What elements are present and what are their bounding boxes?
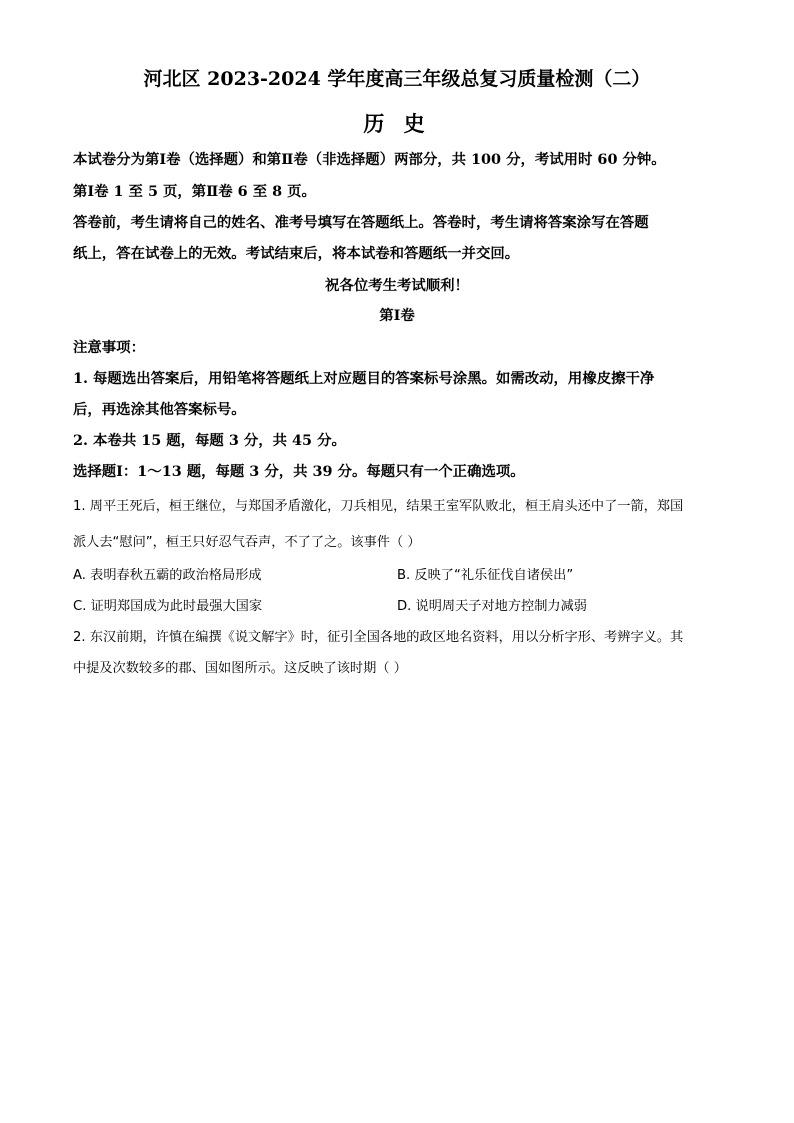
note-item-1-line-1: 1. 每题选出答案后，用铅笔将答题纸上对应题目的答案标号涂黑。如需改动，用橡皮擦干净 xyxy=(73,370,655,387)
question-1-option-b: B. 反映了“礼乐征伐自诸侯出” xyxy=(397,568,574,583)
subject-heading: 历 史 xyxy=(363,111,431,136)
question-1-option-d: D. 说明周天子对地方控制力减弱 xyxy=(397,599,587,614)
question-1-line-2: 派人去“慰问”，桓王只好忍气吞声，不了了之。该事件（ ） xyxy=(73,535,421,550)
question-1-option-c: C. 证明郑国成为此时最强大国家 xyxy=(73,599,263,614)
choice-part-intro: 选择题Ⅰ：1～13 题，每题 3 分，共 39 分。每题只有一个正确选项。 xyxy=(73,463,525,480)
instruction-line-3: 答卷前，考生请将自己的姓名、准考号填写在答题纸上。答卷时，考生请将答案涂写在答题 xyxy=(73,214,649,231)
question-1-option-a: A. 表明春秋五霸的政治格局形成 xyxy=(73,568,262,583)
notes-heading: 注意事项： xyxy=(73,339,145,356)
question-2-line-1: 2. 东汉前期，许慎在编撰《说文解字》时，征引全国各地的政区地名资料，用以分析字形、考辨字义。其 xyxy=(73,630,684,645)
question-2-line-2: 中提及次数较多的郡、国如图所示。这反映了该时期（ ） xyxy=(73,661,407,676)
instruction-line-4: 纸上，答在试卷上的无效。考试结束后，将本试卷和答题纸一并交回。 xyxy=(73,245,520,262)
question-1-line-1: 1. 周平王死后，桓王继位，与郑国矛盾激化，刀兵相见，结果王室军队败北，桓王肩头还中了一箭，郑国 xyxy=(73,499,684,514)
note-item-2: 2. 本卷共 15 题，每题 3 分，共 45 分。 xyxy=(73,432,346,449)
good-luck-wish: 祝各位考生考试顺利！ xyxy=(325,277,469,294)
section-heading: 第Ⅰ卷 xyxy=(379,307,415,324)
instruction-line-2: 第Ⅰ卷 1 至 5 页，第Ⅱ卷 6 至 8 页。 xyxy=(73,183,316,200)
note-item-1-line-2: 后，再选涂其他答案标号。 xyxy=(73,401,246,418)
exam-title: 河北区 2023-2024 学年度高三年级总复习质量检测（二） xyxy=(143,68,651,90)
instruction-line-1: 本试卷分为第Ⅰ卷（选择题）和第Ⅱ卷（非选择题）两部分，共 100 分，考试用时 60 分钟。 xyxy=(73,151,666,168)
